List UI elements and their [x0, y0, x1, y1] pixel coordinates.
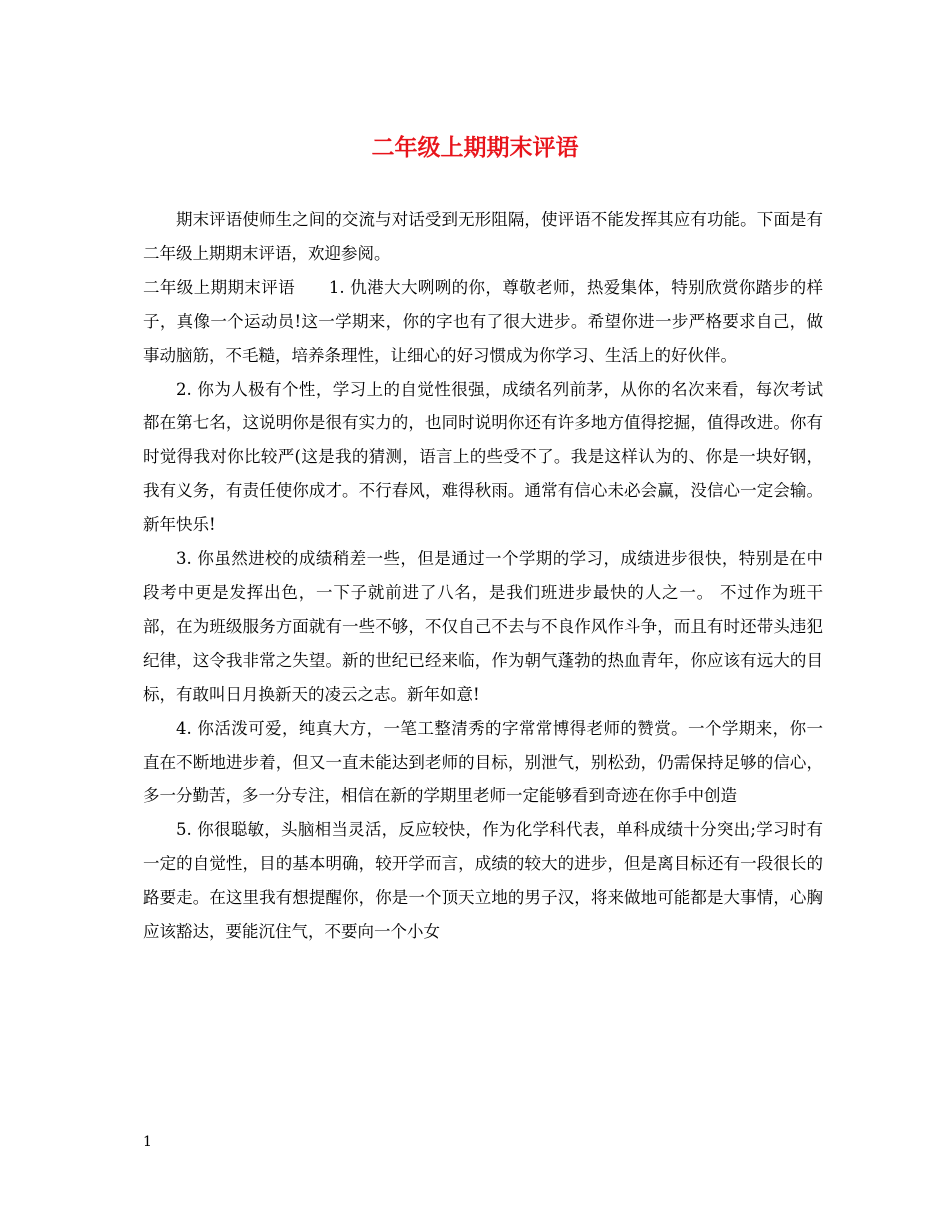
paragraph-comment-4: 4. 你活泼可爱，纯真大方，一笔工整清秀的字常常博得老师的赞赏。一个学期来，你一直在不断地进步着，但又一直未能达到老师的目标，别泄气，别松劲，仍需保持足够的信心，多一分勤苦，多一分专注，相信在新的学期里老师一定能够看到奇迹在你手中创造 — [143, 718, 823, 806]
paragraph-comment-5: 5. 你很聪敏，头脑相当灵活，反应较快，作为化学科代表，单科成绩十分突出;学习时有一定的自觉性，目的基本明确，较开学而言，成绩的较大的进步，但是离目标还有一段很长的路要走。在这里我有想提醒你，你是一个顶天立地的男子汉，将来做地可能都是大事情，心胸应该豁达，要能沉住气，不要向一个小女 — [143, 820, 823, 942]
document-title: 二年级上期期末评语 — [371, 134, 579, 161]
page-number: 1 — [143, 1134, 152, 1150]
paragraph-comment-3: 3. 你虽然进校的成绩稍差一些，但是通过一个学期的学习，成绩进步很快，特别是在中段考中更是发挥出色，一下子就前进了八名，是我们班进步最快的人之一。 不过作为班干部，在为班级服务方面就有一些不够，不仅自己不去与不良作风作斗争，而且有时还带头违犯纪律，这令我非常之失望。新的世纪已经来临，作为朝气蓬勃的热血青年，你应该有远大的目标，有敢叫日月换新天的凌云之志。新年如意! — [143, 549, 823, 704]
document-body — [143, 203, 823, 949]
paragraph-comment-1: 二年级上期期末评语 1. 仇港大大咧咧的你，尊敬老师，热爱集体，特别欣赏你踏步的样子，真像一个运动员!这一学期来，你的字也有了很大进步。希望你进一步严格要求自己，做事动脑筋，不毛糙，培养条理性，让细心的好习惯成为你学习、生活上的好伙伴。 — [143, 277, 823, 365]
paragraph-comment-2: 2. 你为人极有个性，学习上的自觉性很强，成绩名列前茅，从你的名次来看，每次考试都在第七名，这说明你是很有实力的，也同时说明你还有许多地方值得挖掘，值得改进。你有时觉得我对你比较严(这是我的猜测，语言上的些受不了。我是这样认为的、你是一块好钢，我有义务，有责任使你成才。不行春风，难得秋雨。通常有信心未必会赢，没信心一定会输。新年快乐! — [143, 379, 823, 535]
paragraph-intro: 期末评语使师生之间的交流与对话受到无形阻隔，使评语不能发挥其应有功能。下面是有二年级上期期末评语，欢迎参阅。 — [143, 210, 823, 263]
